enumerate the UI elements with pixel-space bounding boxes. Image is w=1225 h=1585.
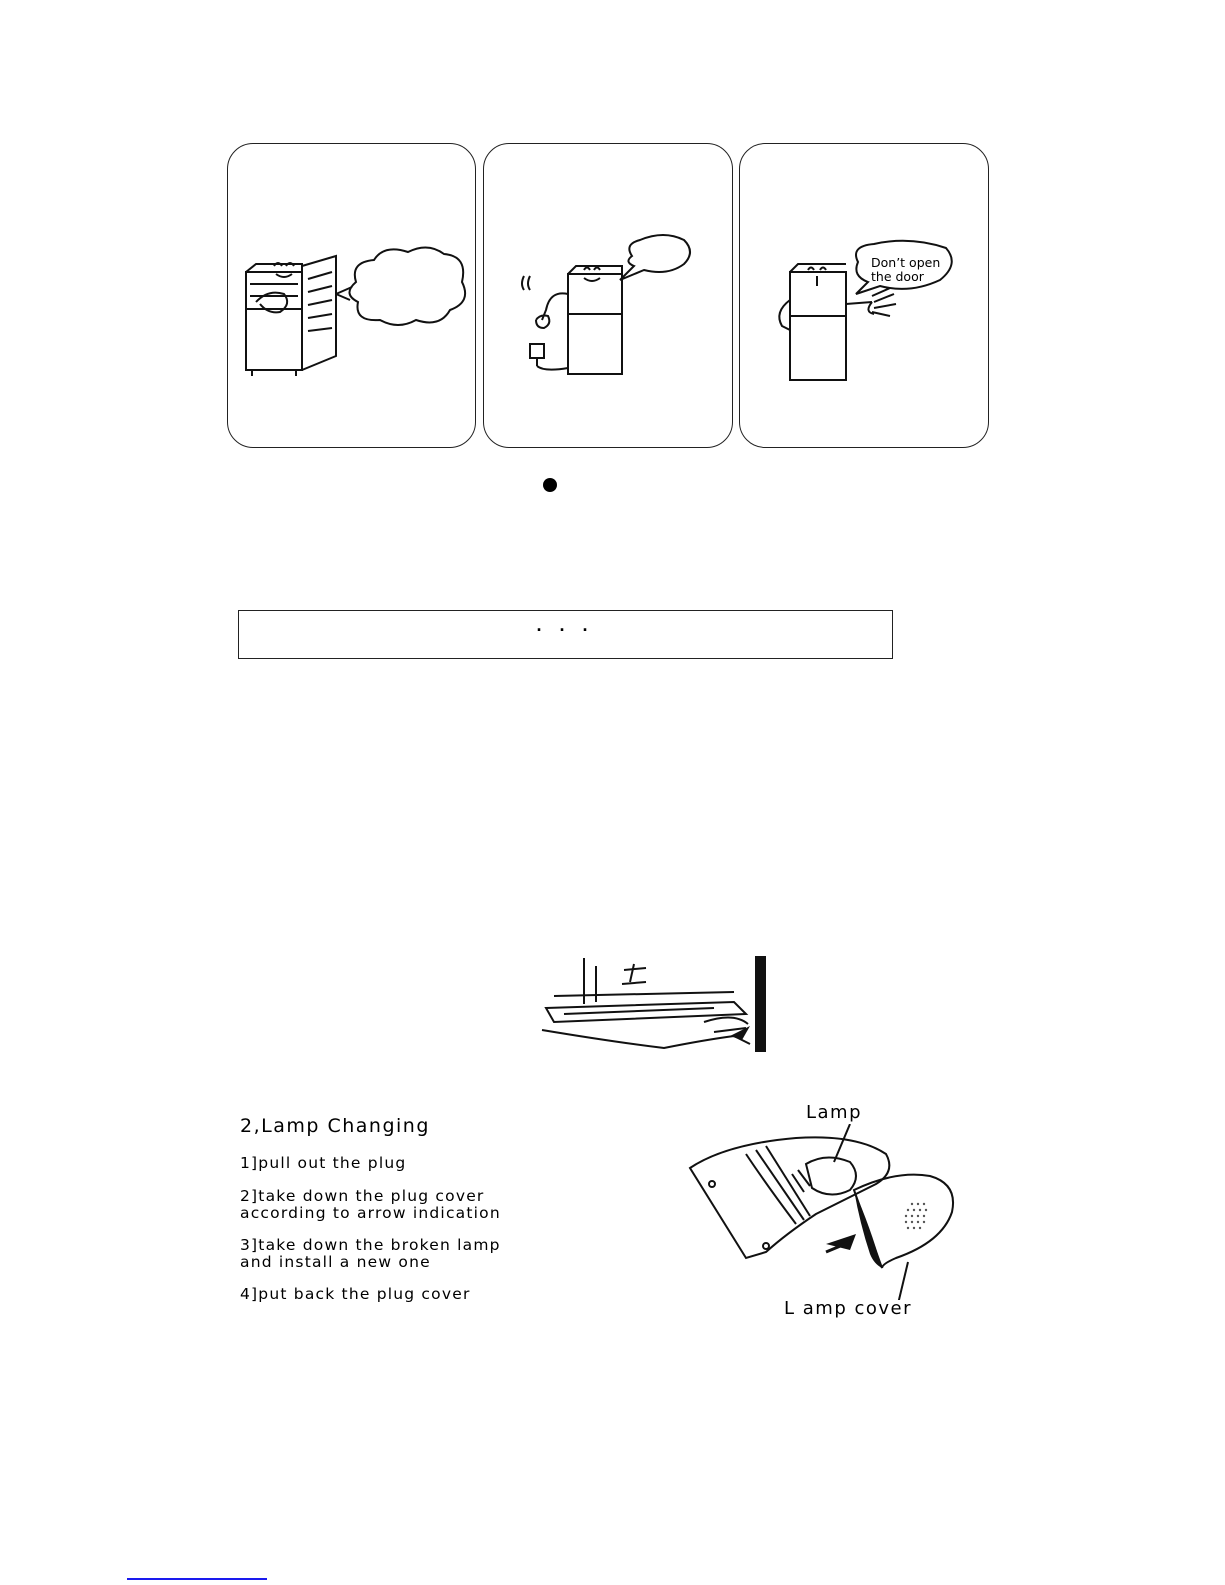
notice-box [238, 610, 893, 659]
fridge-open-door-illustration [228, 144, 475, 447]
notice-box-text: · · · [536, 620, 595, 640]
lamp-cover-label: L amp cover [784, 1298, 912, 1319]
lamp-label: Lamp [806, 1102, 863, 1123]
lamp-step-2: 2]take down the plug cover according to arrow indication [240, 1187, 501, 1222]
lamp-step-4: 4]put back the plug cover [240, 1285, 471, 1303]
speech-bubble-text: Don’t open the door [871, 255, 941, 284]
footer-link[interactable] [127, 1578, 267, 1580]
shelf-removal-illustration [534, 952, 770, 1056]
bullet-dot [543, 478, 557, 492]
lamp-step-3: 3]take down the broken lamp and install a new one [240, 1236, 501, 1271]
cartoon-panel-dont-open [739, 143, 989, 448]
lamp-step-1: 1]pull out the plug [240, 1154, 407, 1172]
fridge-unplug-illustration [484, 144, 732, 447]
cartoon-panel-unplug [483, 143, 733, 448]
fridge-dont-open-illustration [740, 144, 988, 447]
lamp-diagram [686, 1124, 966, 1300]
lamp-section-heading: 2,Lamp Changing [240, 1115, 430, 1137]
cartoon-panel-open-door [227, 143, 476, 448]
